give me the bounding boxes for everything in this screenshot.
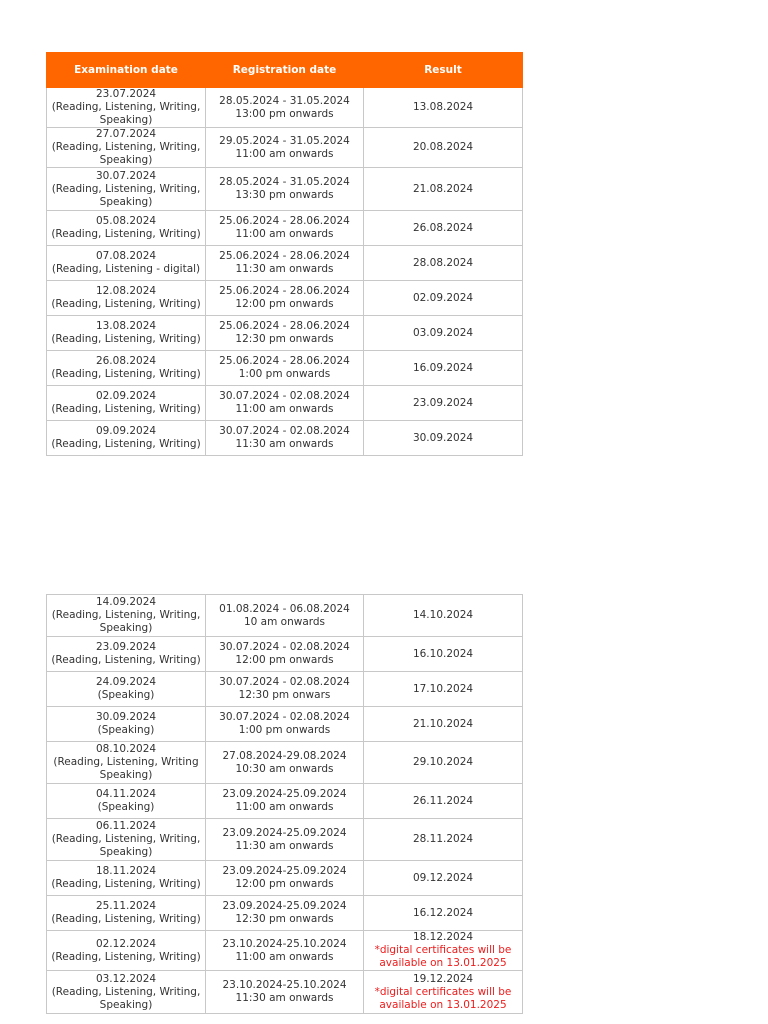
result-cell	[364, 128, 523, 168]
exam-parts: (Reading, Listening, Writing)	[51, 654, 201, 666]
registration-cell	[206, 595, 364, 637]
registration-time: 11:00 am onwards	[235, 147, 334, 160]
result-date: 19.12.2024	[412, 972, 474, 985]
registration-dates: 25.06.2024 - 28.06.2024	[219, 320, 350, 332]
registration-time: 12:00 pm onwards	[235, 654, 334, 666]
registration-dates: 30.07.2024 - 02.08.2024	[219, 425, 350, 437]
result-cell	[364, 637, 523, 672]
exam-date-cell	[47, 168, 206, 211]
table-row	[47, 421, 523, 456]
result-date: 14.10.2024	[412, 609, 474, 621]
registration-dates: 23.09.2024-25.09.2024	[222, 788, 347, 800]
registration-time: 13:30 pm onwards	[235, 189, 334, 201]
registration-time: 11:30 am onwards	[235, 438, 334, 450]
result-cell	[364, 281, 523, 316]
exam-date: 30.07.2024	[95, 169, 157, 182]
registration-cell	[206, 128, 364, 168]
registration-dates: 30.07.2024 - 02.08.2024	[219, 390, 350, 402]
exam-date-cell	[47, 421, 206, 456]
result-date: 09.12.2024	[412, 871, 474, 884]
registration-cell	[206, 672, 364, 707]
header-examination-date: Examination date	[47, 53, 206, 88]
exam-date-cell	[47, 707, 206, 742]
exam-date: 27.07.2024	[95, 128, 157, 140]
table-row	[47, 931, 523, 971]
table-row	[47, 211, 523, 246]
registration-time: 11:00 am onwards	[235, 950, 334, 963]
result-cell	[364, 88, 523, 128]
exam-date-cell	[47, 637, 206, 672]
registration-dates: 23.09.2024-25.09.2024	[222, 865, 347, 877]
registration-dates: 23.10.2024-25.10.2024	[222, 937, 347, 950]
registration-dates: 25.06.2024 - 28.06.2024	[219, 215, 350, 227]
table-row	[47, 819, 523, 861]
result-cell	[364, 707, 523, 742]
registration-cell	[206, 246, 364, 281]
registration-cell	[206, 386, 364, 421]
exam-parts: (Reading, Listening, Writing)	[51, 228, 201, 240]
exam-parts: (Speaking)	[97, 724, 155, 736]
registration-cell	[206, 971, 364, 1014]
registration-dates: 28.05.2024 - 31.05.2024	[219, 176, 350, 188]
result-cell	[364, 246, 523, 281]
exam-parts: (Reading, Listening, Writing, Speaking)	[51, 609, 201, 634]
result-cell	[364, 784, 523, 819]
registration-cell	[206, 896, 364, 931]
exam-date: 23.09.2024	[95, 641, 157, 653]
exam-parts: (Reading, Listening, Writing, Speaking)	[51, 985, 201, 1011]
result-cell	[364, 421, 523, 456]
exam-date: 30.09.2024	[95, 711, 157, 723]
registration-dates: 28.05.2024 - 31.05.2024	[219, 94, 350, 107]
result-cell	[364, 896, 523, 931]
exam-parts: (Reading, Listening, Writing)	[51, 368, 201, 380]
exam-parts: (Reading, Listening, Writing)	[51, 913, 201, 925]
exam-date: 24.09.2024	[95, 676, 157, 688]
table-row	[47, 386, 523, 421]
registration-time: 1:00 pm onwards	[238, 724, 331, 736]
exam-parts: (Reading, Listening, Writing, Speaking)	[51, 182, 201, 208]
result-cell	[364, 595, 523, 637]
exam-parts: (Reading, Listening, Writing)	[51, 403, 201, 415]
exam-date-cell	[47, 861, 206, 896]
exam-date-cell	[47, 971, 206, 1014]
registration-time: 1:00 pm onwards	[238, 368, 331, 380]
exam-parts: (Reading, Listening, Writing)	[51, 333, 201, 345]
result-date: 20.08.2024	[412, 141, 474, 153]
exam-date-cell	[47, 211, 206, 246]
exam-date-cell	[47, 742, 206, 784]
exam-date-cell	[47, 784, 206, 819]
table-row	[47, 351, 523, 386]
exam-date: 05.08.2024	[95, 215, 157, 227]
registration-cell	[206, 316, 364, 351]
table-header-row	[47, 53, 523, 88]
exam-date: 04.11.2024	[95, 788, 157, 800]
registration-dates: 25.06.2024 - 28.06.2024	[219, 250, 350, 262]
exam-date-cell	[47, 246, 206, 281]
registration-time: 10 am onwards	[243, 615, 326, 628]
registration-time: 11:00 am onwards	[235, 228, 334, 240]
exam-date: 03.12.2024	[95, 972, 157, 985]
exam-date: 12.08.2024	[95, 285, 157, 297]
registration-cell	[206, 707, 364, 742]
exam-date-cell	[47, 896, 206, 931]
registration-cell	[206, 819, 364, 861]
registration-dates: 25.06.2024 - 28.06.2024	[219, 285, 350, 297]
registration-time: 12:00 pm onwards	[235, 878, 334, 890]
table-row	[47, 246, 523, 281]
exam-parts: (Reading, Listening, Writing, Speaking)	[51, 833, 201, 858]
result-cell	[364, 211, 523, 246]
result-date: 18.12.2024	[412, 931, 474, 943]
result-date: 30.09.2024	[412, 431, 474, 444]
exam-parts: (Reading, Listening, Writing)	[51, 298, 201, 310]
registration-cell	[206, 351, 364, 386]
table-row	[47, 672, 523, 707]
registration-dates: 23.10.2024-25.10.2024	[222, 979, 347, 991]
result-date: 23.09.2024	[412, 396, 474, 409]
registration-cell	[206, 637, 364, 672]
exam-date: 02.09.2024	[95, 390, 157, 402]
exam-date-cell	[47, 672, 206, 707]
result-cell	[364, 742, 523, 784]
table-row	[47, 128, 523, 168]
exam-date: 14.09.2024	[95, 596, 157, 608]
table-row	[47, 707, 523, 742]
table-row	[47, 896, 523, 931]
table-row	[47, 971, 523, 1014]
registration-dates: 27.08.2024-29.08.2024	[222, 749, 347, 762]
exam-parts: (Reading, Listening, Writing)	[51, 438, 201, 450]
table-row	[47, 784, 523, 819]
registration-cell	[206, 931, 364, 971]
registration-dates: 29.05.2024 - 31.05.2024	[219, 134, 350, 147]
result-cell	[364, 861, 523, 896]
header-registration-date: Registration date	[206, 53, 364, 88]
result-cell	[364, 351, 523, 386]
registration-dates: 25.06.2024 - 28.06.2024	[219, 355, 350, 367]
exam-schedule-table-1	[46, 52, 523, 456]
exam-parts: (Reading, Listening - digital)	[51, 263, 201, 275]
result-date: 16.12.2024	[412, 906, 474, 919]
exam-parts: (Reading, Listening, Writing Speaking)	[53, 756, 199, 781]
registration-time: 11:30 am onwards	[235, 263, 334, 275]
registration-dates: 30.07.2024 - 02.08.2024	[219, 641, 350, 653]
registration-cell	[206, 861, 364, 896]
result-date: 21.08.2024	[412, 182, 474, 195]
table-row	[47, 595, 523, 637]
registration-time: 13:00 pm onwards	[235, 107, 334, 120]
registration-time: 11:00 am onwards	[235, 801, 334, 813]
exam-parts: (Reading, Listening, Writing, Speaking)	[51, 141, 201, 166]
exam-date-cell	[47, 128, 206, 168]
exam-date: 06.11.2024	[95, 820, 157, 832]
result-date: 16.10.2024	[412, 647, 474, 660]
result-date: 29.10.2024	[412, 756, 474, 768]
table-row	[47, 861, 523, 896]
table-row	[47, 316, 523, 351]
registration-time: 12:30 pm onwards	[235, 913, 334, 925]
registration-time: 11:00 am onwards	[235, 403, 334, 415]
result-cell	[364, 386, 523, 421]
result-date: 26.08.2024	[412, 221, 474, 234]
exam-date: 25.11.2024	[95, 900, 157, 912]
exam-date: 08.10.2024	[95, 743, 157, 755]
exam-date-cell	[47, 386, 206, 421]
registration-time: 12:30 pm onwards	[235, 333, 334, 345]
registration-dates: 30.07.2024 - 02.08.2024	[219, 711, 350, 723]
exam-parts: (Reading, Listening, Writing)	[51, 950, 201, 963]
result-cell	[364, 168, 523, 211]
result-date: 13.08.2024	[412, 101, 474, 113]
exam-date: 09.09.2024	[95, 425, 157, 437]
table-row	[47, 742, 523, 784]
exam-date-cell	[47, 931, 206, 971]
result-date: 21.10.2024	[412, 717, 474, 730]
exam-date: 13.08.2024	[95, 320, 157, 332]
result-date: 03.09.2024	[412, 326, 474, 339]
exam-parts: (Speaking)	[97, 689, 155, 701]
table-row	[47, 637, 523, 672]
result-note: *digital certificates will be available on 13.01.2025	[374, 985, 512, 1011]
registration-time: 11:30 am onwards	[235, 839, 334, 852]
result-cell	[364, 316, 523, 351]
exam-date-cell	[47, 88, 206, 128]
result-cell	[364, 971, 523, 1014]
exam-date-cell	[47, 281, 206, 316]
result-note: *digital certificates will be available on 13.01.2025	[374, 944, 512, 969]
result-date: 16.09.2024	[412, 361, 474, 374]
result-cell	[364, 819, 523, 861]
exam-date-cell	[47, 316, 206, 351]
result-date: 28.11.2024	[412, 833, 474, 845]
exam-date: 18.11.2024	[95, 865, 157, 877]
result-date: 17.10.2024	[412, 682, 474, 695]
registration-dates: 23.09.2024-25.09.2024	[222, 826, 347, 839]
exam-parts: (Reading, Listening, Writing, Speaking)	[51, 101, 201, 126]
exam-date-cell	[47, 595, 206, 637]
exam-parts: (Reading, Listening, Writing)	[51, 878, 201, 890]
exam-parts: (Speaking)	[97, 801, 155, 813]
registration-cell	[206, 168, 364, 211]
exam-date-cell	[47, 351, 206, 386]
result-cell	[364, 672, 523, 707]
exam-date: 23.07.2024	[95, 88, 157, 100]
registration-time: 12:00 pm onwards	[235, 298, 334, 310]
result-date: 02.09.2024	[412, 291, 474, 304]
registration-time: 11:30 am onwards	[235, 992, 334, 1004]
registration-dates: 23.09.2024-25.09.2024	[222, 900, 347, 912]
table-row	[47, 281, 523, 316]
result-date: 26.11.2024	[412, 794, 474, 807]
result-date: 28.08.2024	[412, 256, 474, 269]
registration-cell	[206, 211, 364, 246]
registration-cell	[206, 421, 364, 456]
exam-date: 26.08.2024	[95, 355, 157, 367]
registration-dates: 30.07.2024 - 02.08.2024	[219, 676, 350, 688]
table-row	[47, 168, 523, 211]
registration-cell	[206, 742, 364, 784]
registration-time: 10:30 am onwards	[235, 762, 334, 775]
registration-dates: 01.08.2024 - 06.08.2024	[219, 602, 350, 615]
registration-cell	[206, 784, 364, 819]
table-row	[47, 88, 523, 128]
exam-date: 07.08.2024	[95, 250, 157, 262]
result-cell	[364, 931, 523, 971]
exam-date-cell	[47, 819, 206, 861]
registration-cell	[206, 281, 364, 316]
header-result: Result	[364, 53, 523, 88]
registration-cell	[206, 88, 364, 128]
exam-date: 02.12.2024	[95, 937, 157, 950]
exam-schedule-table-2	[46, 594, 523, 1014]
registration-time: 12:30 pm onwars	[238, 689, 331, 701]
